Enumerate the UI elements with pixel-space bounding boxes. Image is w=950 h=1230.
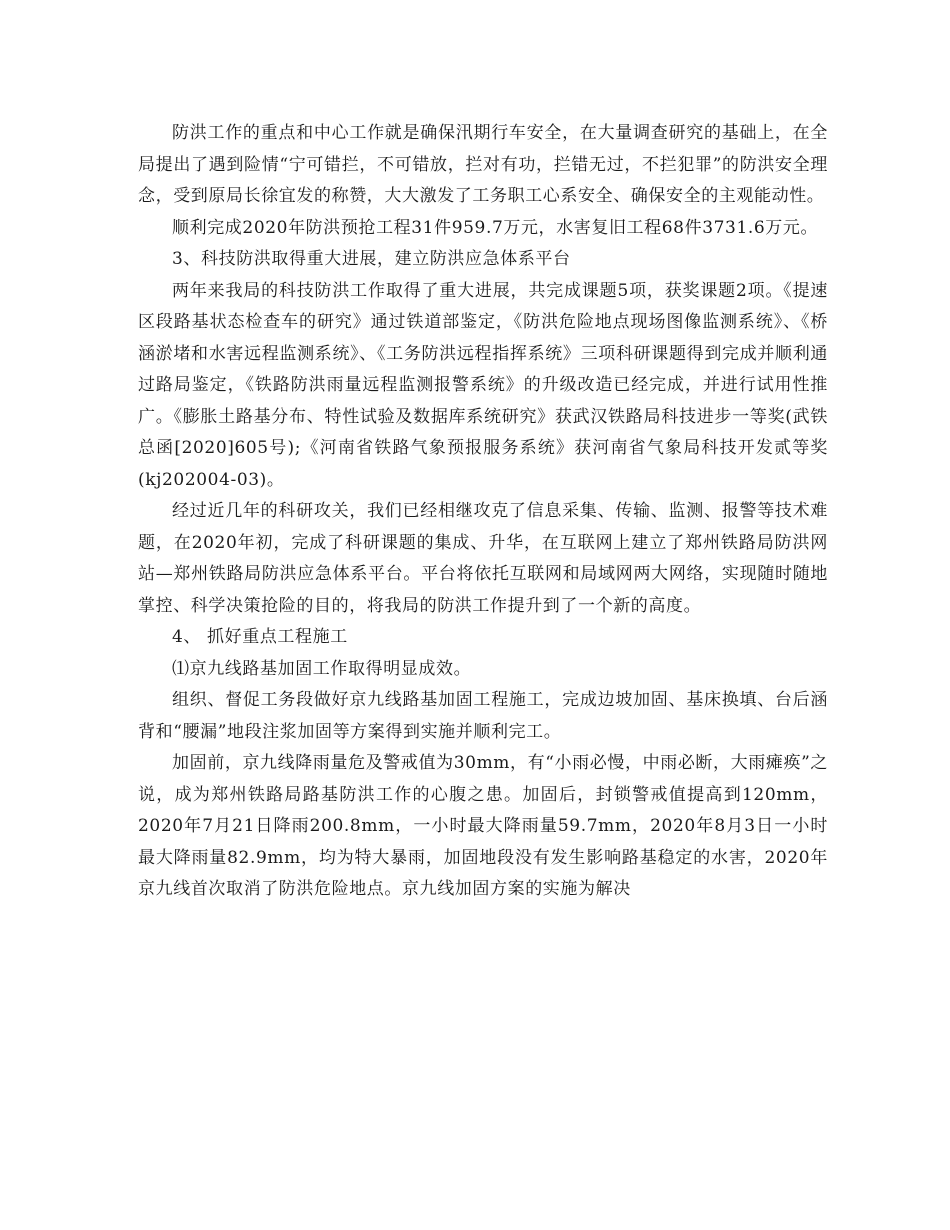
paragraph-emergency-platform: 经过近几年的科研攻关，我们已经相继攻克了信息采集、传输、监测、报警等技术难题，在2020年初，完成了科研课题的集成、升华，在互联网上建立了郑州铁路局防洪网站—郑州铁路局防洪应急体系平台。平台将依托互联网和局域网两大网络，实现随时随地掌控、科学决策抢险的目的，将我局的防洪工作提升到了一个新的高度。 [138,501,828,616]
section-heading-3: 3、科技防洪取得重大进展，建立防洪应急体系平台 [172,249,571,269]
document-body [138,118,828,906]
subsection-heading-1: ⑴京九线路基加固工作取得明显成效。 [172,658,472,679]
section-heading-4: 4、 抓好重点工程施工 [172,627,348,647]
paragraph-research-progress: 两年来我局的科技防洪工作取得了重大进展，共完成课题5项，获奖课题2项。《提速区段路基状态检查车的研究》通过铁道部鉴定，《防洪危险地点现场图像监测系统》、《桥涵淤堵和水害远程监测系统》、《工务防洪远程指挥系统》三项科研课题得到完成并顺利通过路局鉴定，《铁路防洪雨量远程监测报警系统》的升级改造已经完成，并进行试用性推广。《膨胀土路基分布、特性试验及数据库系统研究》获武汉铁路局科技进步一等奖(武铁总函[2020]605号);《河南省铁路气象预报服务系统》获河南省气象局科技开发贰等奖(kj202004-03)。 [138,280,828,490]
paragraph-flood-safety-concept: 防洪工作的重点和中心工作就是确保汛期行车安全，在大量调查研究的基础上，在全局提出了遇到险情“宁可错拦，不可错放，拦对有功，拦错无过，不拦犯罪”的防洪安全理念，受到原局长徐宜发的称赞，大大激发了工务职工心系安全、确保安全的主观能动性。 [138,123,828,206]
paragraph-reinforcement-results: 加固前，京九线降雨量危及警戒值为30mm，有“小雨必慢，中雨必断，大雨瘫痪”之说，成为郑州铁路局路基防洪工作的心腹之患。加固后，封锁警戒值提高到120mm，2020年7月21日降雨200.8mm，一小时最大降雨量59.7mm，2020年8月3日一小时最大降雨量82.9mm，均为特大暴雨，加固地段没有发生影响路基稳定的水害，2020年京九线首次取消了防洪危险地点。京九线加固方案的实施为解决 [138,753,828,899]
paragraph-project-completion: 顺利完成2020年防洪预抢工程31件959.7万元，水害复旧工程68件3731.6万元。 [172,217,819,238]
paragraph-reinforcement-work: 组织、督促工务段做好京九线路基加固工程施工，完成边坡加固、基床换填、台后涵背和“腰漏”地段注浆加固等方案得到实施并顺利完工。 [138,690,828,742]
